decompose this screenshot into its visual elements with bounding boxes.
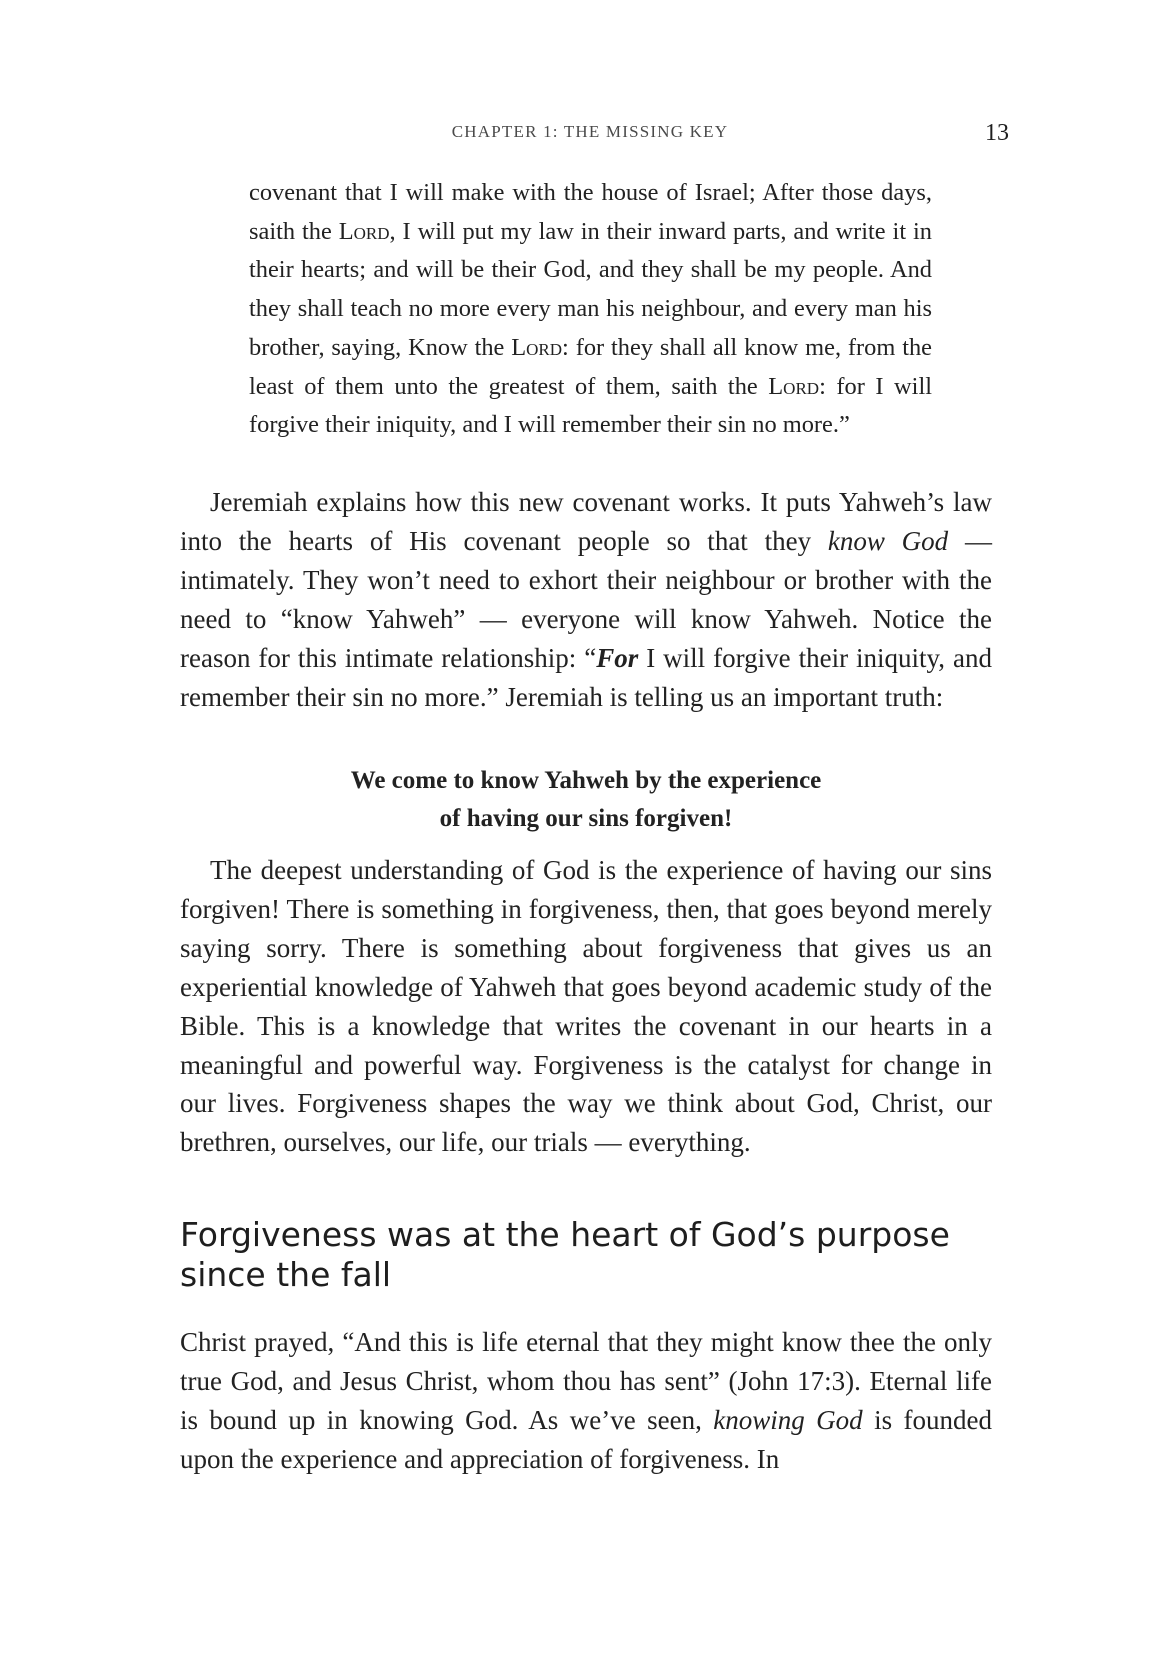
paragraph-1 bbox=[180, 483, 992, 716]
emphasis-text: know God bbox=[827, 525, 949, 556]
lord-small-caps: Lord bbox=[511, 333, 563, 361]
body-text: Jeremiah explains how this new covenant works. It puts Yahweh’s law into the hearts of His covenant people so that they bbox=[180, 487, 992, 556]
lord-small-caps: Lord bbox=[768, 372, 820, 400]
body-text: is founded upon the experience and appreciation of forgiveness. In bbox=[180, 1404, 992, 1474]
body-text: Christ prayed, “And this is life eternal that they might know thee the only true God, and Jesus Christ, whom thou has sent” (John 17:3). Eternal life is bound up in knowing God. As we’ve seen, bbox=[180, 1327, 992, 1435]
bold-emphasis-text: For bbox=[596, 642, 639, 673]
paragraph-3 bbox=[180, 1323, 992, 1479]
quote-text: : for I will forgive their iniquity, and I will remember their sin no more.” bbox=[249, 372, 932, 439]
lord-small-caps: Lord bbox=[338, 217, 390, 245]
running-head: CHAPTER 1: THE MISSING KEY bbox=[451, 122, 729, 141]
paragraph-2 bbox=[180, 851, 992, 1162]
section-heading: Forgiveness was at the heart of God’s purpose since the fall bbox=[180, 1215, 950, 1294]
quote-text: : for they shall all know me, from the least of them unto the greatest of them, saith the bbox=[249, 333, 932, 400]
body-text: — intimately. They won’t need to exhort their neighbour or brother with the need to “know Yahweh” — everyone will know Yahweh. Notice the reason for this intimate relationship: “ bbox=[180, 525, 992, 673]
body-text: I will forgive their iniquity, and remember their sin no more.” Jeremiah is telling us an important truth: bbox=[180, 642, 992, 712]
callout-statement bbox=[180, 762, 992, 838]
emphasis-text: knowing God bbox=[713, 1404, 863, 1435]
block-quote bbox=[249, 174, 932, 445]
page-number: 13 bbox=[985, 120, 1009, 146]
quote-text: , I will put my law in their inward parts, and write it in their hearts; and will be their God, and they shall be my people. And they shall teach no more every man his neighbour, and every man his brother, saying, Know the bbox=[249, 217, 933, 361]
body-text: The deepest understanding of God is the experience of having our sins forgiven! There is something in forgiveness, then, that goes beyond merely saying sorry. There is something about forgiveness that gives us an experiential knowledge of Yahweh that goes beyond academic study of the Bible. This is a knowledge that writes the covenant in our hearts in a meaningful and powerful way. Forgiveness is the catalyst for change in our lives. Forgiveness shapes the way we think about God, Christ, our brethren, ourselves, our life, our trials — everything. bbox=[180, 855, 992, 1158]
quote-paragraph bbox=[249, 174, 932, 445]
callout-line-1: We come to know Yahweh by the experience bbox=[350, 767, 822, 794]
callout-line-2: of having our sins forgiven! bbox=[439, 805, 733, 832]
quote-text: covenant that I will make with the house of Israel; After those days, saith the bbox=[249, 179, 932, 245]
